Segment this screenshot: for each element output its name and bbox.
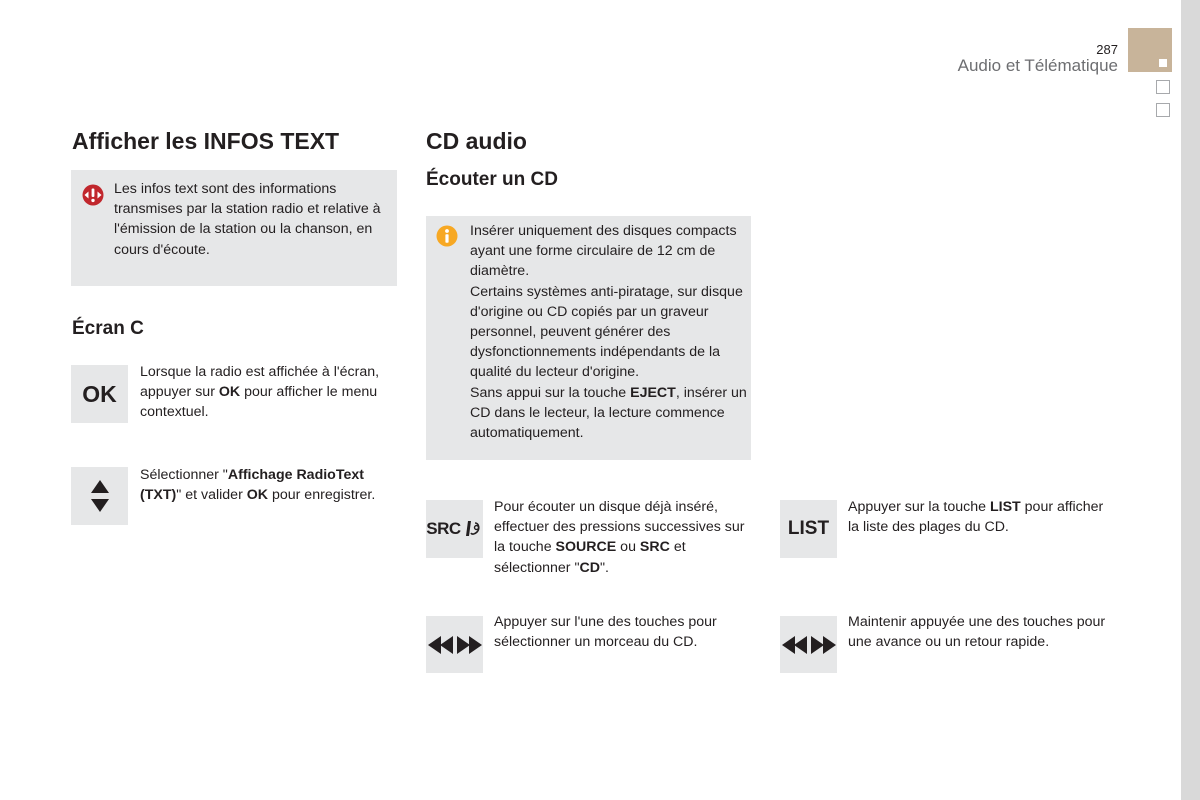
arrows-instruction bbox=[140, 465, 402, 505]
arrow-down-icon bbox=[91, 499, 109, 512]
fast-seek-buttons[interactable] bbox=[780, 616, 837, 673]
chapter-marker-box bbox=[1156, 80, 1170, 94]
page-edge-strip bbox=[1181, 0, 1200, 800]
phone-icon bbox=[463, 519, 483, 539]
text-bold: CD bbox=[579, 559, 600, 576]
heading-ecran-c: Écran C bbox=[72, 318, 144, 339]
text-part: et sélectionner " bbox=[494, 539, 686, 576]
seek-back-forward-icon bbox=[428, 636, 482, 654]
text-part: Sélectionner " bbox=[140, 467, 228, 483]
text-part: ". bbox=[599, 559, 609, 576]
src-instruction bbox=[494, 497, 752, 578]
text-part: Sans appui sur la touche bbox=[470, 384, 631, 401]
up-down-arrow-button[interactable] bbox=[71, 467, 128, 525]
page-number: 287 bbox=[1096, 42, 1118, 57]
notice-panel bbox=[71, 170, 397, 286]
text-bold: OK bbox=[246, 487, 269, 504]
arrow-up-icon bbox=[91, 480, 109, 493]
heading-infos-text: Afficher les INFOS TEXT bbox=[72, 128, 340, 154]
info-panel bbox=[426, 216, 751, 460]
text-part: , insérer un CD dans le lecteur, la lecture commence automatiquement. bbox=[470, 384, 747, 442]
text-part: Appuyer sur la touche bbox=[848, 499, 990, 515]
text-bold: EJECT bbox=[630, 384, 676, 401]
text-part: Pour écouter un disque déjà inséré, effectuer des pressions successives sur la touche bbox=[494, 499, 745, 556]
notice-text: Les infos text sont des informations transmises par la station radio et relative à l'émission de la station ou la chanson, en cours d'écoute. bbox=[114, 181, 381, 258]
warning-icon bbox=[82, 184, 104, 211]
seek-select-instruction: Appuyer sur l'une des touches pour sélectionner un morceau du CD. bbox=[494, 614, 717, 651]
chapter-marker-box bbox=[1156, 103, 1170, 117]
heading-ecouter-cd: Écouter un CD bbox=[426, 169, 558, 190]
src-button[interactable] bbox=[426, 500, 483, 558]
info-text bbox=[470, 221, 748, 443]
text-part: ou bbox=[616, 539, 640, 556]
seek-hold-instruction: Maintenir appuyée une des touches pour une avance ou un retour rapide. bbox=[848, 614, 1106, 651]
text-bold: LIST bbox=[989, 499, 1021, 515]
section-title: Audio et Télématique bbox=[957, 56, 1118, 75]
text-bold: Affichage RadioText (TXT) bbox=[140, 467, 364, 504]
info-icon bbox=[436, 225, 458, 252]
text-bold: SOURCE bbox=[555, 539, 617, 556]
info-paragraph bbox=[470, 383, 748, 444]
fast-rewind-forward-icon bbox=[782, 636, 836, 654]
info-paragraph: Insérer uniquement des disques compacts ayant une forme circulaire de 12 cm de diamètre. bbox=[470, 223, 737, 280]
ok-button[interactable]: OK bbox=[71, 365, 128, 423]
text-bold: OK bbox=[218, 384, 241, 401]
ok-instruction bbox=[140, 362, 402, 423]
text-part: pour enregistrer. bbox=[268, 487, 376, 504]
chapter-marker-square bbox=[1159, 59, 1167, 67]
info-paragraph: Certains systèmes anti-piratage, sur disque d'origine ou CD copiés par un graveur personnel, peuvent générer des dysfonctionnements indépendants de la qualité du lecteur d'origine. bbox=[470, 283, 743, 381]
text-part: " et valider bbox=[176, 487, 247, 504]
list-button[interactable]: LIST bbox=[780, 500, 837, 558]
text-part: pour afficher la liste des plages du CD. bbox=[848, 499, 1104, 536]
text-bold: SRC bbox=[639, 539, 670, 556]
list-instruction bbox=[848, 497, 1110, 537]
heading-cd-audio: CD audio bbox=[426, 128, 527, 154]
seek-buttons[interactable] bbox=[426, 616, 483, 673]
text-part: Lorsque la radio est affichée à l'écran, appuyer sur bbox=[140, 364, 380, 401]
src-key-label: SRC bbox=[426, 519, 461, 538]
text-part: pour afficher le menu contextuel. bbox=[140, 384, 378, 421]
